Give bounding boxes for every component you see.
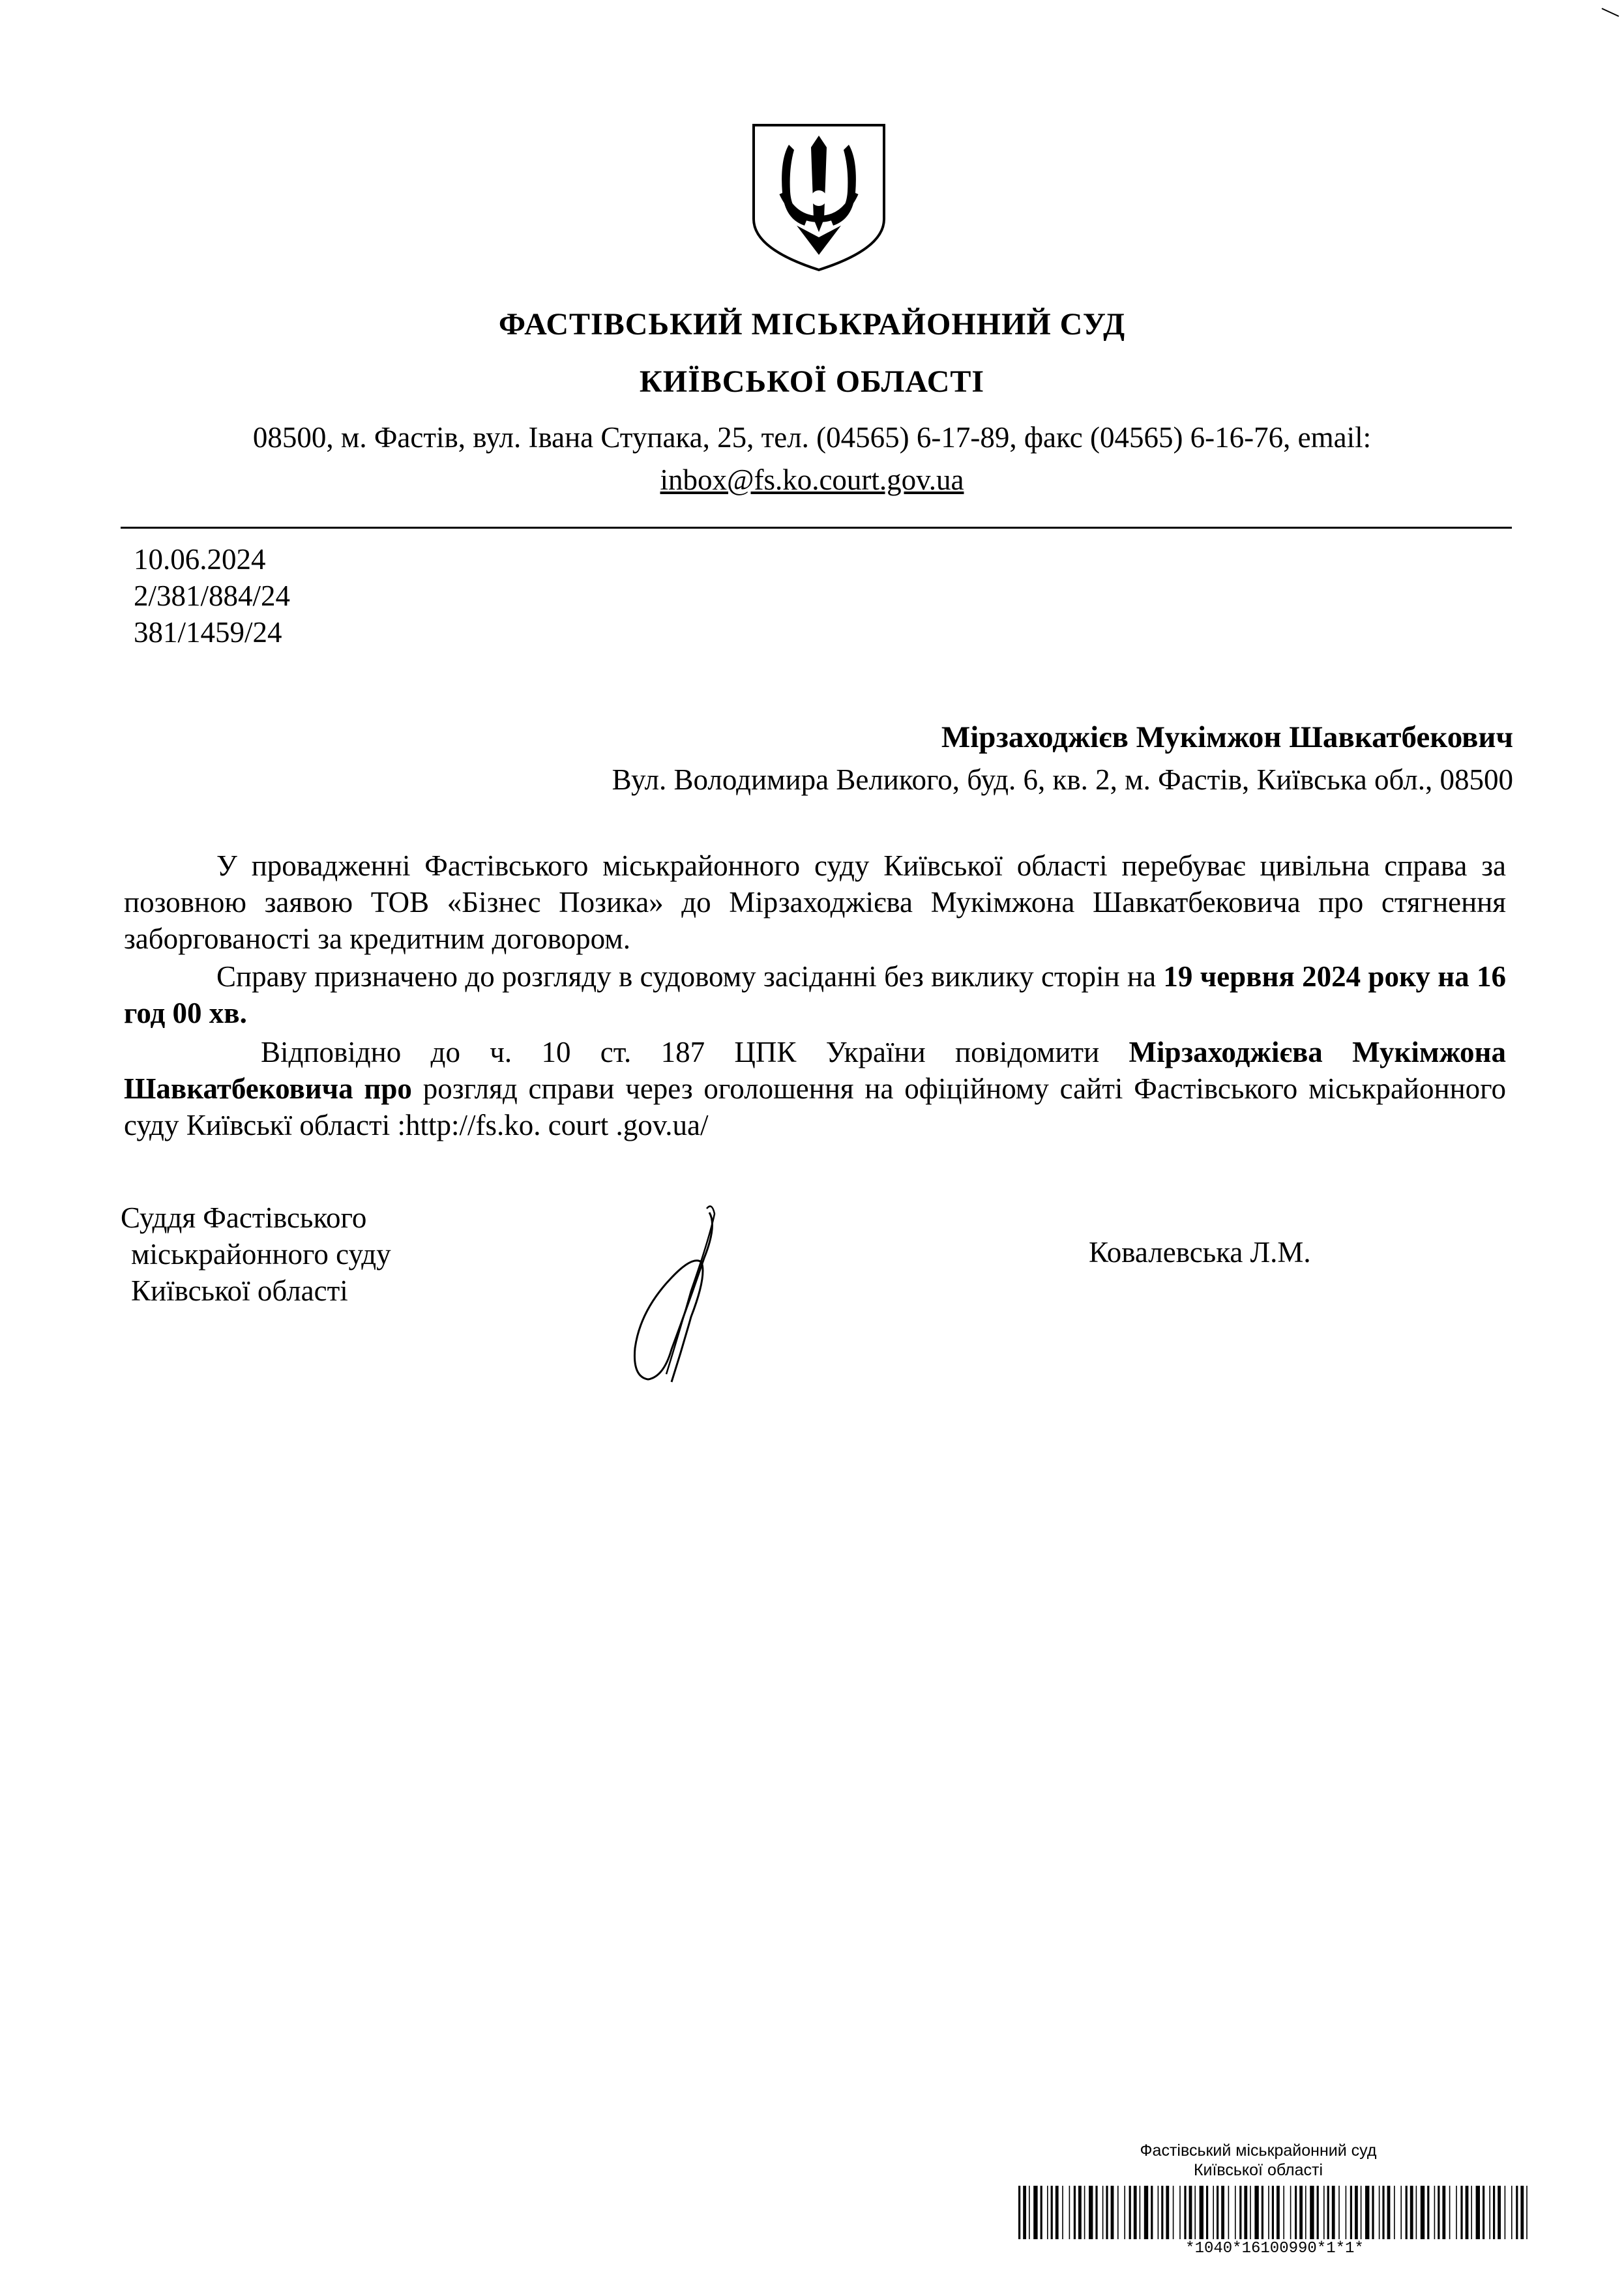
barcode-bar (1400, 2186, 1402, 2239)
barcode-bar (1069, 2186, 1070, 2239)
judge-title-line1: Суддя Фастівського (121, 1201, 367, 1234)
barcode-number: *1040*16100990*1*1* (1185, 2240, 1364, 2257)
barcode-bar (1483, 2186, 1484, 2239)
barcode-bar (1056, 2186, 1059, 2239)
barcode-bar (1033, 2186, 1037, 2239)
court-email[interactable]: inbox@fs.ko.court.gov.ua (660, 463, 964, 496)
barcode-bar (1277, 2186, 1280, 2239)
barcode-bar (1235, 2186, 1236, 2239)
body-paragraph-3 (124, 1034, 1506, 1143)
barcode-bar (1047, 2186, 1048, 2239)
barcode-bar (1338, 2186, 1340, 2239)
barcode-bar (1018, 2186, 1020, 2239)
barcode-bar (1332, 2186, 1335, 2239)
barcode-bar (1299, 2186, 1303, 2239)
barcode-bar (1406, 2186, 1408, 2239)
notice-text: Відповідно до ч. 10 ст. 187 ЦПК України повідомити (261, 1036, 1129, 1068)
barcode-bar (1410, 2186, 1413, 2239)
barcode-bar (1493, 2186, 1495, 2239)
barcode-bar (1460, 2186, 1462, 2239)
court-email-line (0, 463, 1624, 497)
document-date: 10.06.2024 (134, 543, 266, 576)
scan-mark (1601, 7, 1620, 18)
document-ref-2: 381/1459/24 (134, 616, 282, 649)
barcode-bar (1111, 2186, 1114, 2239)
judge-name: Ковалевська Л.М. (1089, 1236, 1311, 1269)
barcode-bar (1074, 2186, 1076, 2239)
barcode-bar (1317, 2186, 1319, 2239)
barcode-bar (1382, 2186, 1384, 2239)
barcode-bar (1421, 2186, 1425, 2239)
barcode-bar (1173, 2186, 1174, 2239)
barcode-bar (1394, 2186, 1395, 2239)
barcode-bar (1213, 2186, 1214, 2239)
barcode-bar (1254, 2186, 1258, 2239)
barcode-bar (1140, 2186, 1141, 2239)
barcode-bar (1323, 2186, 1325, 2239)
barcode-bar (1350, 2186, 1352, 2239)
coat-of-arms-icon (748, 121, 889, 272)
barcode-bar (1051, 2186, 1053, 2239)
judge-title (121, 1199, 391, 1309)
barcode-bar (1442, 2186, 1445, 2239)
barcode-bar (1520, 2186, 1524, 2239)
barcode-bar (1206, 2186, 1208, 2239)
barcode-bar (1189, 2186, 1192, 2239)
barcode-bar (1272, 2186, 1274, 2239)
barcode (1017, 2186, 1532, 2239)
hearing-text: Справу призначено до розгляду в судовому засіданні без виклику сторін на (216, 960, 1164, 993)
barcode-bar (1346, 2186, 1347, 2239)
recipient-name: Мірзаходжієв Мукімжон Шавкатбекович (941, 720, 1513, 754)
barcode-bar (1151, 2186, 1153, 2239)
barcode-bar (1158, 2186, 1159, 2239)
barcode-bar (1084, 2186, 1085, 2239)
barcode-bar (1124, 2186, 1125, 2239)
body-paragraph-2 (124, 958, 1506, 1031)
barcode-bar (1106, 2186, 1108, 2239)
barcode-bar (1295, 2186, 1297, 2239)
barcode-bar (1239, 2186, 1241, 2239)
stamp-court-line2: Київської області (1193, 2161, 1323, 2179)
barcode-bar (1268, 2186, 1269, 2239)
barcode-bar (1387, 2186, 1391, 2239)
document-meta (134, 541, 290, 651)
notice-defendant: Мірзаходжієва Мукімжона Шавкатбековича про (124, 1036, 1506, 1105)
barcode-bar (1438, 2186, 1439, 2239)
barcode-bar (1095, 2186, 1097, 2239)
barcode-bar (1089, 2186, 1093, 2239)
barcode-bar (1200, 2186, 1203, 2239)
barcode-bar (1134, 2186, 1137, 2239)
barcode-bar (1355, 2186, 1358, 2239)
barcode-bar (1471, 2186, 1472, 2239)
barcode-bar (1078, 2186, 1082, 2239)
handwritten-signature (626, 1199, 743, 1388)
barcode-bar (1102, 2186, 1104, 2239)
barcode-bar (1144, 2186, 1148, 2239)
stamp-court-line1: Фастівський міськрайонний суд (1140, 2141, 1377, 2160)
court-name-line2: КИЇВСЬКОЇ ОБЛАСТІ (639, 364, 985, 399)
barcode-bar (1166, 2186, 1169, 2239)
barcode-bar (1476, 2186, 1480, 2239)
barcode-bar (1041, 2186, 1042, 2239)
barcode-bar (1194, 2186, 1196, 2239)
court-address: 08500, м. Фастів, вул. Івана Ступака, 25, тел. (04565) 6-17-89, факс (04565) 6-16-76, email: (252, 421, 1372, 454)
recipient-address: Вул. Володимира Великого, буд. 6, кв. 2, м. Фастів, Київська обл., 08500 (612, 763, 1513, 796)
court-name-line1: ФАСТІВСЬКИЙ МІСЬКРАЙОННИЙ СУД (498, 307, 1126, 342)
barcode-bar (1129, 2186, 1131, 2239)
barcode-bar (1372, 2186, 1374, 2239)
notice-site-text: розгляд справи через оголошення на офіційному сайті Фастівського міськрайонного суду Київськї області :http://fs.ko. court .gov.ua/ (124, 1072, 1506, 1141)
barcode-bar (1365, 2186, 1369, 2239)
barcode-bar (1290, 2186, 1292, 2239)
barcode-bar (1029, 2186, 1030, 2239)
hearing-datetime: 19 червня 2024 року на 16 год 00 хв. (124, 960, 1506, 1029)
barcode-bar (1184, 2186, 1186, 2239)
barcode-bar (1498, 2186, 1501, 2239)
barcode-bar (1489, 2186, 1490, 2239)
judge-title-line2: міськрайонного суду (131, 1238, 391, 1271)
barcode-bar (1262, 2186, 1263, 2239)
barcode-bar (1244, 2186, 1247, 2239)
barcode-bar (1516, 2186, 1518, 2239)
barcode-bar (1250, 2186, 1251, 2239)
barcode-bar (1449, 2186, 1451, 2239)
barcode-bar (1023, 2186, 1026, 2239)
barcode-bar (1217, 2186, 1218, 2239)
barcode-bar (1117, 2186, 1119, 2239)
barcode-bar (1526, 2186, 1528, 2239)
barcode-bar (1305, 2186, 1307, 2239)
barcode-bar (1221, 2186, 1224, 2239)
barcode-bar (1327, 2186, 1329, 2239)
barcode-bar (1062, 2186, 1063, 2239)
barcode-bar (1361, 2186, 1362, 2239)
barcode-bar (1228, 2186, 1230, 2239)
barcode-bar (1456, 2186, 1457, 2239)
barcode-bar (1416, 2186, 1417, 2239)
header-divider (121, 527, 1512, 529)
barcode-bar (1161, 2186, 1163, 2239)
barcode-bar (1310, 2186, 1314, 2239)
barcode-bar (1427, 2186, 1429, 2239)
barcode-bar (1434, 2186, 1436, 2239)
document-ref-1: 2/381/884/24 (134, 580, 291, 612)
barcode-bar (1466, 2186, 1469, 2239)
judge-title-line3: Київської області (131, 1274, 348, 1307)
barcode-bar (1379, 2186, 1380, 2239)
barcode-bar (1179, 2186, 1181, 2239)
body-paragraph-1: У провадженні Фастівського міськрайонного суду Київської області перебуває цивільна справа за позовною заявою ТОВ «Бізнес Позика» до Мірзаходжієва Мукімжона Шавкатбековича про стягнення заборгованості за кредитним договором. (124, 849, 1506, 955)
barcode-bar (1505, 2186, 1506, 2239)
barcode-bar (1511, 2186, 1513, 2239)
barcode-bar (1283, 2186, 1284, 2239)
